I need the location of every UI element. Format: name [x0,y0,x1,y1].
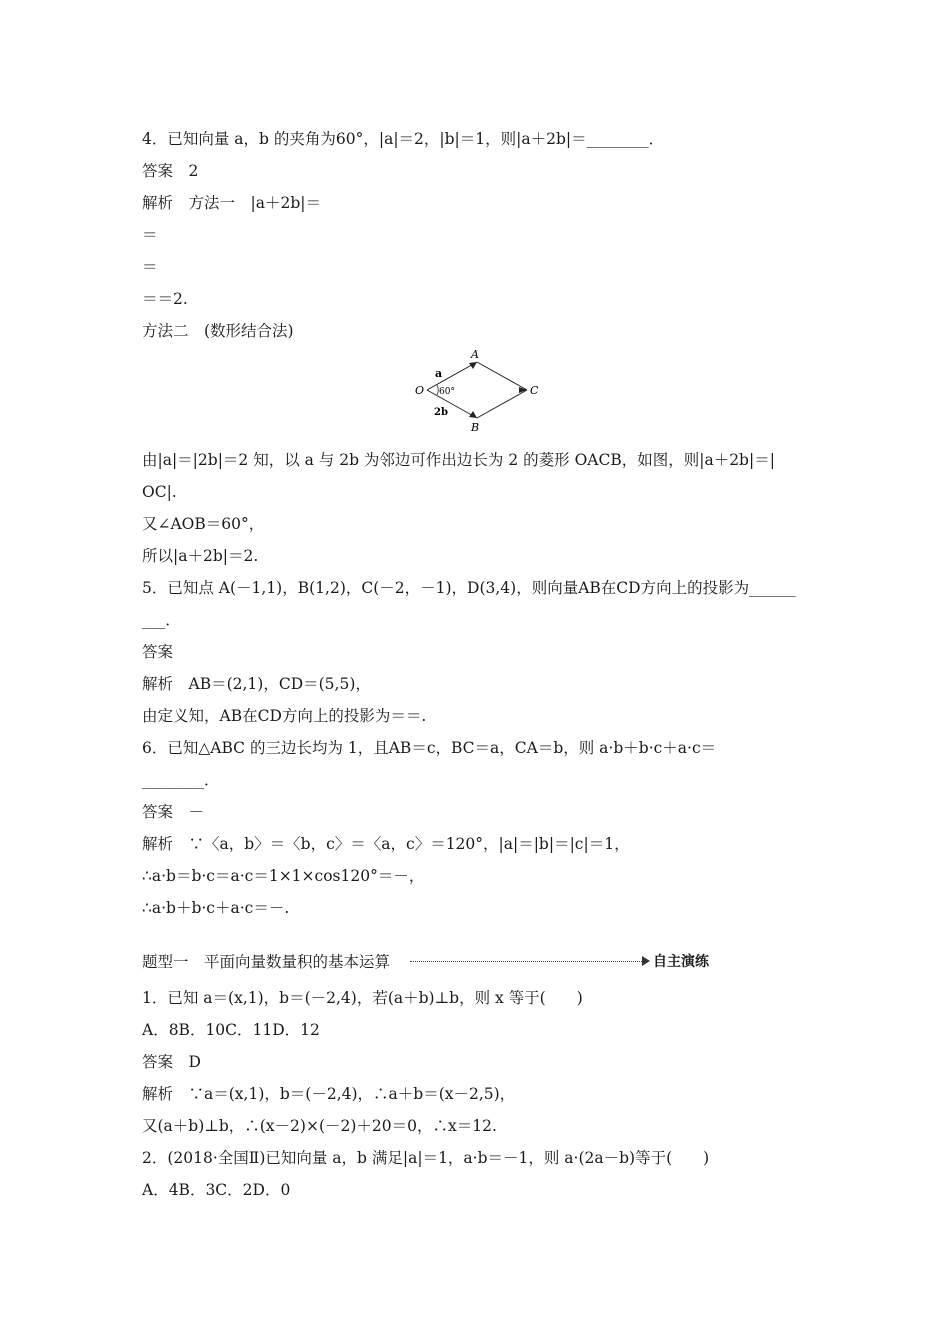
text-line: ＝ [142,226,158,244]
label-vector-2b: 2b [434,407,448,418]
text-line: 5．已知点 A(－1,1)，B(1,2)，C(－2，－1)，D(3,4)，则向量AB在CD方向上的投影为______ [142,579,796,597]
text-line: 又(a＋b)⊥b，∴(x－2)×(－2)＋20＝0，∴x＝12. [142,1117,497,1135]
section-title: 题型一 平面向量数量积的基本运算 [142,953,391,971]
text-line: 由定义知，AB在CD方向上的投影为＝＝. [142,707,427,725]
text-line: A．4B．3C．2D．0 [142,1181,291,1199]
text-line: 答案 [142,643,174,661]
text-line: 2．(2018·全国Ⅱ)已知向量 a，b 满足|a|＝1，a·b＝－1，则 a·(2a－b)等于( ) [142,1149,710,1167]
text-line: 答案 2 [142,162,199,180]
section-heading [142,952,782,972]
text-line: ＝＝2. [142,290,188,308]
label-b: B [471,421,480,434]
text-line: 6．已知△ABC 的三边长均为 1，且AB＝c，BC＝a，CA＝b，则 a·b＋b·c＋a·c＝ [142,739,717,757]
section-badge: 自主演练 [653,954,709,970]
text-line: 方法二 (数形结合法) [142,322,294,340]
text-line: 答案 D [142,1053,201,1071]
text-line: 解析 ∵a＝(x,1)，b＝(－2,4)，∴a＋b＝(x－2,5)， [142,1085,516,1103]
rhombus-figure [405,345,555,435]
text-line: 又∠AOB＝60°， [142,515,265,533]
dotted-leader [410,961,646,962]
text-line: 4．已知向量 a，b 的夹角为60°，|a|＝2，|b|＝1，则|a＋2b|＝________． [142,130,665,148]
text-line: A．8B．10C．11D．12 [142,1021,320,1039]
arrow-right-icon [642,956,650,966]
edge-ac [477,362,527,390]
text-line: 答案 － [142,803,205,821]
text-line: ___． [142,611,181,629]
text-line: 解析 ∵〈a，b〉＝〈b，c〉＝〈a，c〉＝120°，|a|＝|b|＝|c|＝1， [142,835,630,853]
text-line: ∴a·b＋b·c＋a·c＝－. [142,899,290,917]
text-line: ∴a·b＝b·c＝a·c＝1×1×cos120°＝－， [142,867,425,885]
text-line: 1．已知 a＝(x,1)，b＝(－2,4)，若(a＋b)⊥b，则 x 等于( ) [142,989,583,1007]
edge-bc [477,390,527,418]
label-angle: 60° [439,387,455,397]
label-vector-a: a [435,367,443,380]
text-line: 解析 方法一 |a＋2b|＝ [142,194,321,212]
label-a: A [471,348,479,361]
text-line: 所以|a＋2b|＝2. [142,547,259,565]
text-line: 由|a|＝|2b|＝2 知，以 a 与 2b 为邻边可作出边长为 2 的菱形 OACB，如图，则|a＋2b|＝| [142,451,775,469]
text-line: ________． [142,771,220,789]
text-line: ＝ [142,258,158,276]
text-line: OC|. [142,483,177,501]
label-o: O [415,384,425,397]
label-c: C [530,384,539,397]
text-line: 解析 AB＝(2,1)，CD＝(5,5)， [142,675,371,693]
